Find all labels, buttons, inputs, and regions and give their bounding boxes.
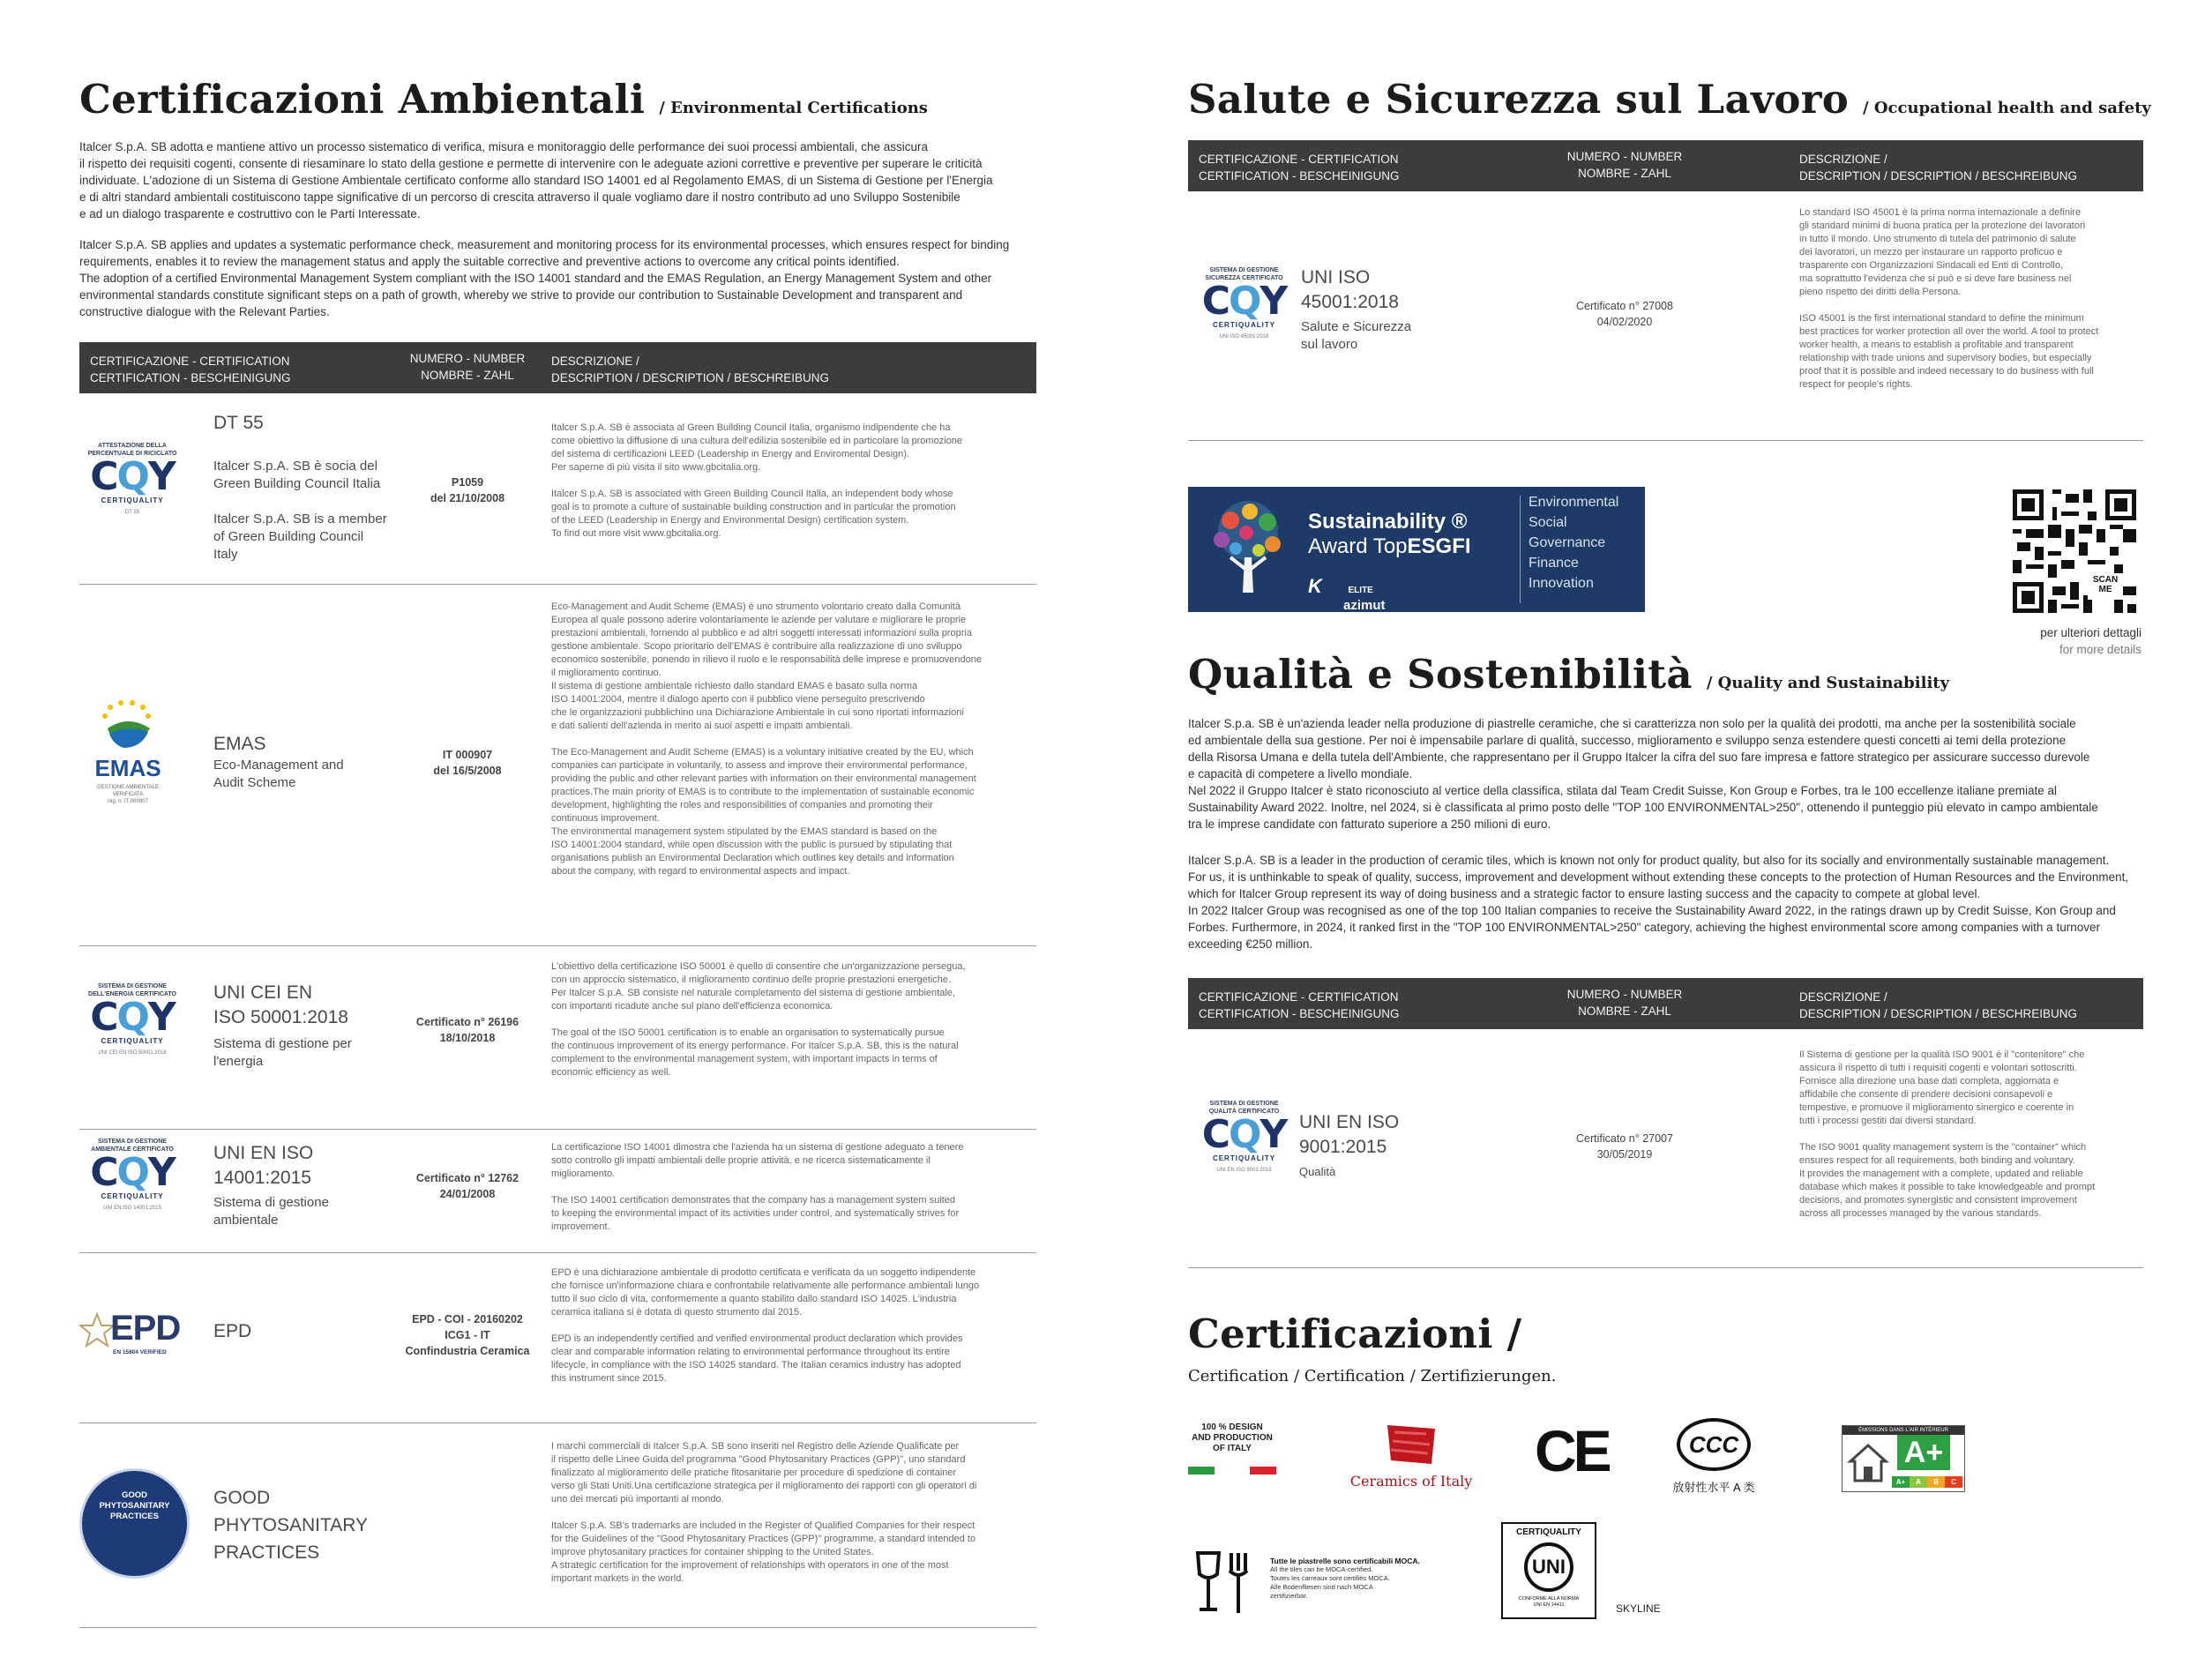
cert-description: Il Sistema di gestione per la qualità ISO 9001 è il "contenitore" che assicura il rispetto di tutti i requisiti cogenti e volontari sottoscritti. Fornisce alla direzione una base dati completa, aggiornata e affidabile che consente di prendere decisioni consapevoli e tempestive, e promuove il miglioramento sinergico e coerente in tutti i processi gestiti dai diversi standard. The ISO 9001 quality management system is the "container" which ensures respect for all requirements, both binding and voluntary. It provides the management with a complete, updated and reliable database which makes it possible to take knowledgeable and prompt decisions, and promotes synergistic and consistent improvement across all processes managed by the various standards.: [1799, 1049, 2096, 1219]
logo-bottom-text: UNI EN ISO 14001:2015: [103, 1206, 161, 1211]
logo-top-text: SISTEMA DI GESTIONE DELL'ENERGIA CERTIFICATO: [88, 983, 176, 997]
gpp-logo: [79, 1468, 190, 1579]
qr-caption: [1976, 624, 2141, 658]
cert-description: I marchi commerciali di Italcer S.p.A. SB sono inseriti nel Registro delle Aziende Qualificate per il rispetto delle Linee Guida del programma "Good Phytosanitary Practices (GPP)", uno standard finalizzato al miglioramento delle pratiche fitosanitarie per procedure di spedizione di container verso gli Stati Uniti.Una certificazione strategica per il miglioramento dei rapporti con gli operatori di uno dei mercati più importanti al mondo. Italcer S.p.A. SB's trademarks are included in the Register of Qualified Companies for their respect for the Guidelines of the "Good Phytosanitary Practices (GPP)" programme, a standard intended to improve phytosanitary practices for container shipping to the United States. A strategic certification for the improvement of relationships with operators in one of the most important markets in the world.: [551, 1441, 977, 1584]
qr-scan-label: SCAN ME: [2092, 575, 2119, 594]
logo-top-text: ATTESTAZIONE DELLA PERCENTUALE DI RICICLATO: [87, 443, 177, 457]
environmental-title-text: Certificazioni Ambientali: [79, 76, 646, 123]
emissions-scale-b: B: [1927, 1476, 1945, 1488]
certifications-title: Certificazioni /: [1188, 1310, 1522, 1357]
cert-name: UNI ISO 45001:2018: [1301, 267, 1399, 312]
cqy-mark: CQY: [90, 1150, 175, 1195]
emas-emblem-icon: [97, 698, 159, 751]
cert-description: Eco-Management and Audit Scheme (EMAS) è uno strumento volontario creato dalla Comunità Europea al quale possono aderire volontariamente le aziende per valutare e migliorare le proprie prestazioni ambientali, fornendo al pubblico e ad altri soggetti interessati informazioni sulla propria gestione ambientale. Scopo prioritario dell'EMAS è contribuire alla realizzazione di uno sviluppo economico sostenibile, ponendo in rilievo il ruolo e le responsabilità delle imprese e promuovendone il miglioramento continuo. Il sistema di gestione ambientale richiesto dallo standard EMAS è basato sulla norma ISO 14001:2004, mentre il dialogo aperto con il pubblico viene perseguito prescrivendo che le organizzazioni pubblichino una Dichiarazione Ambientale in cui sono riportati informazioni e dati salienti dell'azienda in merito ai suoi aspetti e impatti ambientali. The Eco-Management and Audit Scheme (EMAS) is a voluntary initiative created by the EU, which companies can participate in voluntarily, to assess and improve their environmental performance, providing the public and other relevant parties with information on their environmental management practices.The main priority of EMAS is to contribute to the implementation of sustainable economic development, highlighting the roles and responsibilities of companies and promoting their continuous improvement. The environmental management system stipulated by the EMAS standard is based on the ISO 14001:2004 standard, while open discussion with the public is pursued by stipulating that organisations publish an Environmental Declaration which outlines key details and information about the company, with regard to environmental aspects and impact.: [551, 601, 982, 877]
emissions-grade: A+: [1897, 1435, 1950, 1470]
cqy-mark: CQY: [1201, 1112, 1287, 1157]
ccc-mark: [1665, 1418, 1762, 1495]
cert-number: Certificato n° 27008 04/02/2020: [1576, 300, 1673, 328]
quality-table-row: [1188, 1029, 2143, 1268]
award-sponsors: [1308, 575, 1449, 612]
award-letter-finance: Finance: [1529, 556, 1579, 571]
environmental-table-header: [79, 342, 1036, 393]
gpp-logo-text: GOOD PHYTOSANITARY PRACTICES: [99, 1490, 170, 1521]
header-certification: CERTIFICAZIONE - CERTIFICATION CERTIFICATION - BESCHEINIGUNG: [90, 355, 291, 385]
epd-logo-bottom: EN 15804 VERIFIED: [113, 1349, 167, 1355]
award-title-line1: Sustainability ®: [1308, 510, 1468, 534]
quality-title: [1188, 651, 1949, 698]
uni-mark-icon: UNI: [1524, 1542, 1573, 1592]
sustainability-award-banner: [1188, 487, 1645, 612]
moca-title: Tutte le piastrelle sono certificabili MOCA.: [1270, 1557, 1420, 1565]
emas-logo-text: EMAS: [94, 755, 161, 781]
made-in-italy-badge: [1188, 1422, 1276, 1475]
ceramics-of-italy-icon: [1380, 1420, 1442, 1468]
uni-certiquality-mark: [1501, 1522, 1596, 1619]
header-certification: CERTIFICAZIONE - CERTIFICATION CERTIFICATION - BESCHEINIGUNG: [1199, 990, 1400, 1020]
uni-mark-bottom: CONFORME ALLA NORMA UNI EN 14411: [1518, 1596, 1580, 1608]
logo-top-text: SISTEMA DI GESTIONE QUALITÀ CERTIFICATO: [1208, 1101, 1280, 1115]
logo-bottom-text: UNI EN ISO 9001:2015: [1216, 1168, 1272, 1173]
moca-body: All the tiles can be MOCA-certified. Toutes les carreaux sont certifiés MOCA. Alle Bodenfliesen sind nach MOCA zertifizierbar.: [1270, 1565, 1390, 1600]
cert-name: EMAS: [213, 734, 266, 754]
kon-logo-icon: K: [1308, 575, 1322, 597]
cert-sub: Eco-Management and Audit Scheme: [213, 758, 344, 790]
cert-description: L'obiettivo della certificazione ISO 50001 è quello di consentire che un'organizzazione persegua, con un approccio sistematico, il miglioramento continuo delle proprie prestazioni energetiche. Per Italcer S.p.A. SB consiste nel naturale completamento del sistema di gestione ambientale, con importanti ricadute anche sul piano dell'efficienza economica. The goal of the ISO 50001 certification is to enable an organisation to systematically pursue the continuous improvement of its energy performance. For Italcer S.p.A. SB, this is the natural complement to the environmental management system, with important impacts in terms of economic efficiency as well.: [551, 961, 966, 1078]
header-description: DESCRIZIONE / DESCRIPTION / DESCRIPTION / BESCHREIBUNG: [1799, 990, 2078, 1020]
qr-code-icon: [2013, 489, 2136, 613]
moca-food-contact-icon: [1192, 1548, 1263, 1618]
uni-mark-top: CERTIQUALITY: [1516, 1527, 1581, 1537]
cert-number: EPD - COI - 20160202 ICG1 - IT Confindustria Ceramica: [405, 1313, 530, 1357]
emas-logo-bottom: GESTIONE AMBIENTALE VERIFICATA reg. n. IT-000907: [97, 785, 159, 804]
safety-title-text: Salute e Sicurezza sul Lavoro: [1188, 76, 1850, 123]
quality-intro-en: Italcer S.p.A. SB is a leader in the production of ceramic tiles, which is known not only for product quality, but also for its socially and environmentally sustainable management. For us, it is unthinkable to speak of quality, success, improvement and development without extending these concepts to the protection of Human Resources and the Environment, which for Italcer Group represent its way of doing business and a strategic factor to ensure lasting success and the capacity to compete at global level. In 2022 Italcer Group was recognised as one of the top 100 Italian companies to receive the Sustainability Award 2022, in the ratings drawn up by Credit Suisse, Kon Group and Forbes. Furthermore, in 2024, it ranked first in the "TOP 100 ENVIRONMENTAL>250" category, achieving the highest environmental score among companies with a turnover exceeding €250 million.: [1188, 854, 2129, 951]
award-tree-icon: [1195, 496, 1301, 601]
cqy-mark: CQY: [1201, 279, 1287, 324]
header-number: NUMERO - NUMBER NOMBRE - ZAHL: [1566, 988, 1683, 1018]
award-title-line2: [1308, 534, 1471, 559]
cert-sub: Sistema di gestione per l'energia: [213, 1036, 352, 1069]
certifications-subtitle: Certification / Certification / Zertifizierungen.: [1188, 1367, 1557, 1385]
emissions-label: [1842, 1425, 1965, 1492]
safety-subtitle: / Occupational health and safety: [1863, 99, 2151, 117]
environmental-subtitle: / Environmental Certifications: [659, 99, 928, 117]
cert-name: DT 55: [213, 413, 264, 433]
skyline-label: SKYLINE: [1616, 1602, 1661, 1615]
header-certification: CERTIFICAZIONE - CERTIFICATION CERTIFICATION - BESCHEINIGUNG: [1199, 153, 1400, 183]
environmental-intro-en: Italcer S.p.A. SB applies and updates a systematic performance check, measurement and monitoring process for its environmental processes, which ensures respect for binding requirements, enables it to review the management status and apply the suitable corrective and preventive actions to overcome any critical points identified. The adoption of a certified Environmental Management System compliant with the ISO 14001 standard and the EMAS Regulation, an Energy Management System and other environmental standards constitute significant steps on a path of growth, whereby we strive to provide our contribution to Sustainable Development and transparent and constructive dialogue with the Relevant Parties.: [79, 238, 1010, 318]
quality-title-text: Qualità e Sostenibilità: [1188, 651, 1693, 698]
ceramics-of-italy-logo: [1345, 1420, 1477, 1490]
cqy-sub: CERTIQUALITY: [1212, 1154, 1276, 1162]
quality-subtitle: / Quality and Sustainability: [1706, 674, 1950, 692]
logo-top-text: SISTEMA DI GESTIONE SICUREZZA CERTIFICATO: [1205, 267, 1283, 281]
cert-sub: Qualità: [1299, 1165, 1336, 1178]
certiquality-14001-logo: [79, 1138, 185, 1211]
made-in-italy-text: 100 % DESIGN AND PRODUCTION OF ITALY: [1192, 1422, 1273, 1453]
cert-name: UNI CEI EN ISO 50001:2018: [213, 982, 348, 1027]
ce-mark-icon: CE: [1535, 1418, 1609, 1483]
emissions-scale-c: C: [1945, 1476, 1962, 1488]
award-title-prefix: Award Top: [1308, 534, 1408, 558]
emissions-scale: [1892, 1476, 1962, 1488]
certiquality-dt55-logo: [79, 442, 185, 515]
logo-bottom-text: UNI ISO 45001:2018: [1219, 334, 1269, 340]
safety-table-header: [1188, 140, 2143, 191]
certiquality-45001-logo: [1193, 266, 1295, 340]
logo-bottom-text: UNI CEI EN ISO 50001:2018: [98, 1050, 167, 1056]
award-letter-social: Social: [1529, 515, 1567, 530]
award-sponsor-elite: ELITE: [1348, 586, 1373, 595]
cert-number: Certificato n° 27007 30/05/2019: [1576, 1132, 1673, 1161]
quality-intro-it: Italcer S.p.a. SB è un'azienda leader nella produzione di piastrelle ceramiche, che si caratterizza non solo per la qualità dei prodotti, ma anche per la sostenibilità sociale ed ambientale della sua gestione. Per noi è impensabile parlare di qualità, successo, miglioramento e sviluppo senza estendere questi concetti ai temi della protezione della Risorsa Umana e della tutela dell'Ambiente, che rappresentano per il Gruppo Italcer la cifra del suo fare impresa e fattore strategico per assicurare successo durevole e capacità di competere a livello mondiale. Nel 2022 il Gruppo Italcer è stato riconosciuto al vertice della classifica, stilata dal Team Credit Suisse, Kon Group e Forbes, tra le 100 eccellenze italiane premiate al Sustainability Award 2022. Inoltre, nel 2024, si è classificata al primo posto delle "TOP 100 ENVIRONMENTAL>250", ottenendo il punteggio più elevato in campo ambientale tra le imprese candidate con fatturato superiore a 250 milioni di euro.: [1188, 717, 2098, 831]
cert-description: Italcer S.p.A. SB è associata al Green Building Council Italia, organismo indipendente che ha come obiettivo la diffusione di una cultura dell'edilizia sostenibile ed in particolare la promozione del sistema di certificazioni LEED (Leadership in Energy and Enviromental Design). Per saperne di più visita il sito www.gbcitalia.org. Italcer S.p.A. SB is associated with Green Building Council Italia, an independent body whose goal is to promote a culture of sustainable building construction and in particular the promotion of the LEED (Leadership in Energy and Environmental Design) certification system. To find out more visit www.gbcitalia.org.: [551, 422, 963, 539]
safety-title: [1188, 76, 2151, 123]
environmental-intro: [79, 138, 1041, 334]
cert-sub: Salute e Sicurezza sul lavoro: [1301, 319, 1412, 352]
environmental-intro-it: Italcer S.p.A. SB adotta e mantiene attivo un processo sistematico di verifica, misura e monitoraggio delle performance dei suoi processi ambientali, che assicura il rispetto dei requisiti cogenti, consente di riesaminare lo stato della gestione e permette di intervenire con le adeguate azioni correttive e preventive per superare le criticità individuate. L'adozione di un Sistema di Gestione Ambientale certificato conforme allo standard ISO 14001 ed al Regolamento EMAS, di un Sistema di Gestione per l'Energia e di altri standard ambientali costituiscono tappe significative di un percorso di crescita attraverso il quale vogliamo dare il nostro contributo ad uno Sviluppo Sostenibile e ad un dialogo trasparente e costruttivo con le Parti Interessate.: [79, 140, 993, 220]
award-divider: [1520, 496, 1521, 603]
award-letter-governance: Governance: [1529, 535, 1606, 550]
cert-number: Certificato n° 12762 24/01/2008: [415, 1172, 519, 1200]
safety-table-row: [1188, 191, 2143, 441]
cert-description: EPD è una dichiarazione ambientale di prodotto certificata e verificata da un soggetto indipendente che fornisce un'informazione chiara e confrontabile relativamente alle performance ambientali lungo tutto il suo ciclo di vita, conformemente a quanto stabilito dallo standard ISO 14025. L'industria ceramica italiana si è dotata di questo strumento dal 2015. EPD is an independently certified and verified environmental product declaration which provides clear and comparable information relating to environmental performance throughout its entire lifecycle, in compliance with the ISO 14025 standard. The Italian ceramics industry has adopted this instrument since 2015.: [551, 1267, 980, 1384]
table-row: [79, 945, 1036, 1130]
cert-description: La certificazione ISO 14001 dimostra che l'azienda ha un sistema di gestione adeguato a tenere sotto controllo gli impatti ambientali delle proprie attività, e ne ricerca sistematicamente il miglioramento. The ISO 14001 certification demonstrates that the company has a management system suited to keeping the environmental impact of its activities under control, and systematically strives for improvement.: [551, 1142, 964, 1232]
emissions-label-title: ÉMISSIONS DANS L'AIR INTÉRIEUR: [1842, 1426, 1964, 1435]
logo-top-text: SISTEMA DI GESTIONE AMBIENTALE CERTIFICATO: [91, 1139, 174, 1153]
cert-name: GOOD PHYTOSANITARY PRACTICES: [213, 1488, 369, 1563]
cqy-mark: CQY: [90, 454, 175, 499]
certiquality-50001-logo: [79, 982, 185, 1056]
table-row: [79, 1422, 1036, 1628]
award-letter-innovation: Innovation: [1529, 576, 1594, 591]
header-number: NUMERO - NUMBER NOMBRE - ZAHL: [1566, 150, 1683, 180]
cert-name: EPD: [213, 1321, 252, 1341]
epd-logo-text: EPD: [110, 1309, 181, 1348]
table-row: [79, 393, 1036, 585]
award-sponsor-azimut: azimut: [1343, 598, 1386, 612]
cqy-sub: CERTIQUALITY: [1212, 321, 1276, 329]
qr-caption-it: per ulteriori dettagli: [2040, 626, 2141, 639]
epd-star-icon: [79, 1312, 115, 1348]
cert-sub: Sistema di gestione ambientale: [213, 1195, 329, 1228]
header-description: DESCRIZIONE / DESCRIPTION / DESCRIPTION / BESCHREIBUNG: [1799, 153, 2078, 183]
emas-logo: [79, 698, 176, 805]
emissions-scale-a: A: [1910, 1476, 1927, 1488]
cert-number: IT 000907 del 16/5/2008: [433, 749, 502, 777]
award-esgfi-list: [1529, 492, 1618, 594]
quality-intro: [1188, 715, 2145, 967]
glass-fork-icon: [1192, 1548, 1254, 1618]
environmental-title: [79, 76, 928, 123]
house-icon: [1846, 1440, 1890, 1484]
table-row: [79, 584, 1036, 946]
certiquality-9001-logo: [1193, 1100, 1295, 1173]
moca-text: [1270, 1557, 1446, 1601]
cqy-sub: CERTIQUALITY: [101, 1037, 164, 1045]
ccc-label: 放射性水平 A 类: [1672, 1481, 1755, 1494]
ccc-mark-icon: CCC: [1677, 1418, 1751, 1471]
cert-number: Certificato n° 26196 18/10/2018: [415, 1016, 519, 1044]
emissions-scale-a-plus: A+: [1892, 1476, 1910, 1488]
cqy-mark: CQY: [90, 995, 175, 1040]
header-description: DESCRIZIONE / DESCRIPTION / DESCRIPTION / BESCHREIBUNG: [551, 355, 830, 385]
quality-table-header: [1188, 978, 2143, 1029]
cqy-sub: CERTIQUALITY: [101, 497, 164, 504]
table-row: [79, 1129, 1036, 1253]
logo-bottom-text: DT 55: [124, 510, 140, 515]
award-title-esgfi: ESGFI: [1407, 534, 1471, 558]
award-letter-environmental: Environmental: [1529, 495, 1619, 510]
table-row: [79, 1252, 1036, 1423]
cert-name: UNI EN ISO 9001:2015: [1299, 1112, 1400, 1157]
cert-number: P1059 del 21/10/2008: [430, 476, 505, 504]
header-number: NUMERO - NUMBER NOMBRE - ZAHL: [409, 352, 526, 382]
italian-flag-bars: [1188, 1467, 1276, 1475]
cert-name: UNI EN ISO 14001:2015: [213, 1143, 314, 1188]
cqy-sub: CERTIQUALITY: [101, 1192, 164, 1200]
ceramics-of-italy-text: Ceramics of Italy: [1349, 1473, 1473, 1490]
cert-sub: Italcer S.p.A. SB è socia del Green Building Council Italia Italcer S.p.A. SB is a member of Green Building Council Italy: [213, 459, 387, 562]
qr-code[interactable]: [2013, 489, 2136, 613]
qr-caption-en: for more details: [2059, 643, 2141, 656]
cert-description: Lo standard ISO 45001 è la prima norma internazionale a definire gli standard minimi di buona pratica per la protezione dei lavoratori in tutto il mondo. Uno strumento di tutela del patrimonio di salute dei lavoratori, un mezzo per instaurare un rapporto proficuo e trasparente con Organizzazioni Sindacali ed Enti di Controllo, ma soprattutto l'evidenza che si può e si deve fare business nel pieno rispetto dei diritti della Persona. ISO 45001 is the first international standard to define the minimum best practices for worker protection all over the world. A tool to protect worker health, a means to establish a profitable and transparent relationship with trade unions and supervisory bodies, but especially proof that it is possible and indeed necessary to do business with full respect for people's rights.: [1799, 207, 2099, 390]
